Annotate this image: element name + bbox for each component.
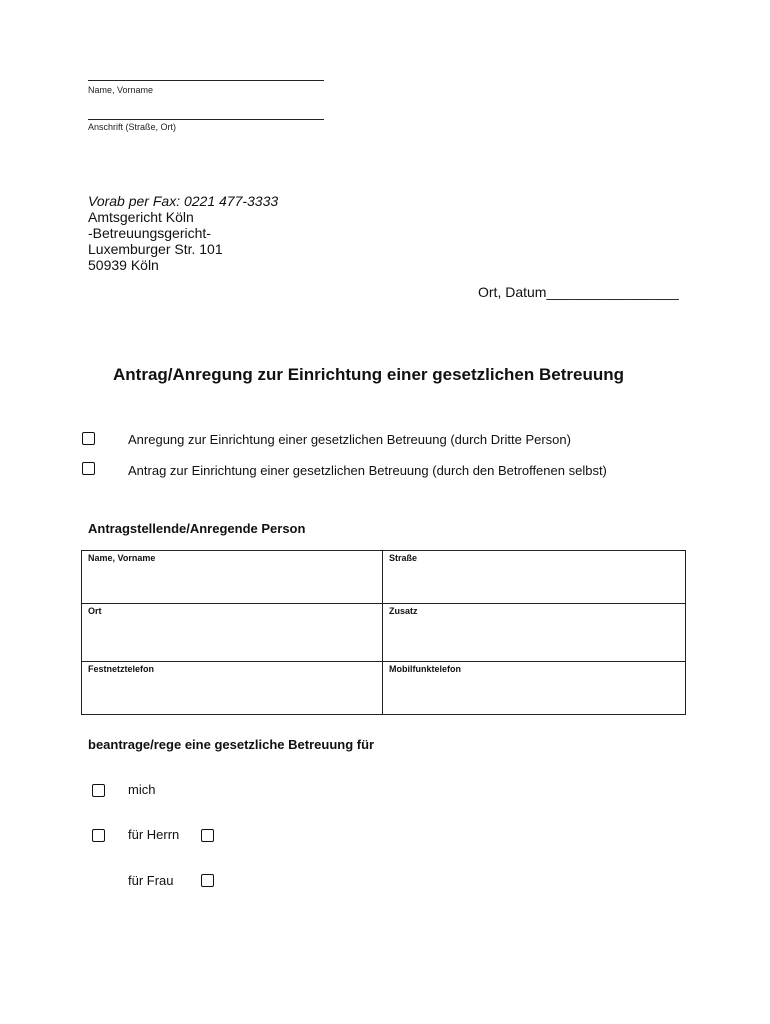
option-antrag-checkbox[interactable]: [82, 462, 95, 475]
field-mobile-label: Mobilfunktelefon: [389, 664, 461, 674]
court-street: Luxemburger Str. 101: [88, 241, 223, 257]
field-city-label: Ort: [88, 606, 102, 616]
field-street[interactable]: [383, 551, 686, 604]
fax-line: Vorab per Fax: 0221 477-3333: [88, 193, 279, 209]
choice-self-label: mich: [128, 782, 156, 797]
field-mobile[interactable]: [383, 662, 686, 715]
choice-mrs-label: für Frau: [128, 873, 174, 888]
option-antrag-label: Antrag zur Einrichtung einer gesetzlichen Betreuung (durch den Betroffenen selbst): [128, 463, 607, 478]
sender-name-line[interactable]: [88, 80, 324, 81]
court-city: 50939 Köln: [88, 257, 159, 273]
field-landline-label: Festnetztelefon: [88, 664, 155, 674]
choice-mr-label: für Herrn: [128, 827, 180, 842]
field-city[interactable]: [82, 604, 383, 662]
document-title: Antrag/Anregung zur Einrichtung einer gesetzlichen Betreuung: [113, 365, 624, 384]
choice-prefix-checkbox[interactable]: [92, 829, 105, 842]
field-name[interactable]: [82, 551, 383, 604]
field-street-label: Straße: [389, 553, 418, 563]
option-anregung-checkbox[interactable]: [82, 432, 95, 445]
court-department: -Betreuungsgericht-: [88, 225, 211, 241]
request-heading: beantrage/rege eine gesetzliche Betreuung für: [88, 737, 375, 752]
recipient-address: [88, 193, 278, 273]
place-date-field[interactable]: Ort, Datum_________________: [478, 284, 679, 300]
field-addition-label: Zusatz: [389, 606, 418, 616]
applicant-heading: Antragstellende/Anregende Person: [88, 521, 306, 536]
option-anregung-label: Anregung zur Einrichtung einer gesetzlichen Betreuung (durch Dritte Person): [128, 432, 571, 447]
sender-address-label: Anschrift (Straße, Ort): [88, 122, 177, 132]
choice-mr-checkbox[interactable]: [201, 829, 214, 842]
sender-name-label: Name, Vorname: [88, 85, 154, 95]
applicant-table: [81, 550, 686, 715]
field-addition[interactable]: [383, 604, 686, 662]
choice-mrs-checkbox[interactable]: [201, 874, 214, 887]
field-landline[interactable]: [82, 662, 383, 715]
court-name: Amtsgericht Köln: [88, 209, 194, 225]
field-name-label: Name, Vorname: [88, 553, 156, 563]
sender-address-line[interactable]: [88, 119, 324, 120]
choice-self-checkbox[interactable]: [92, 784, 105, 797]
